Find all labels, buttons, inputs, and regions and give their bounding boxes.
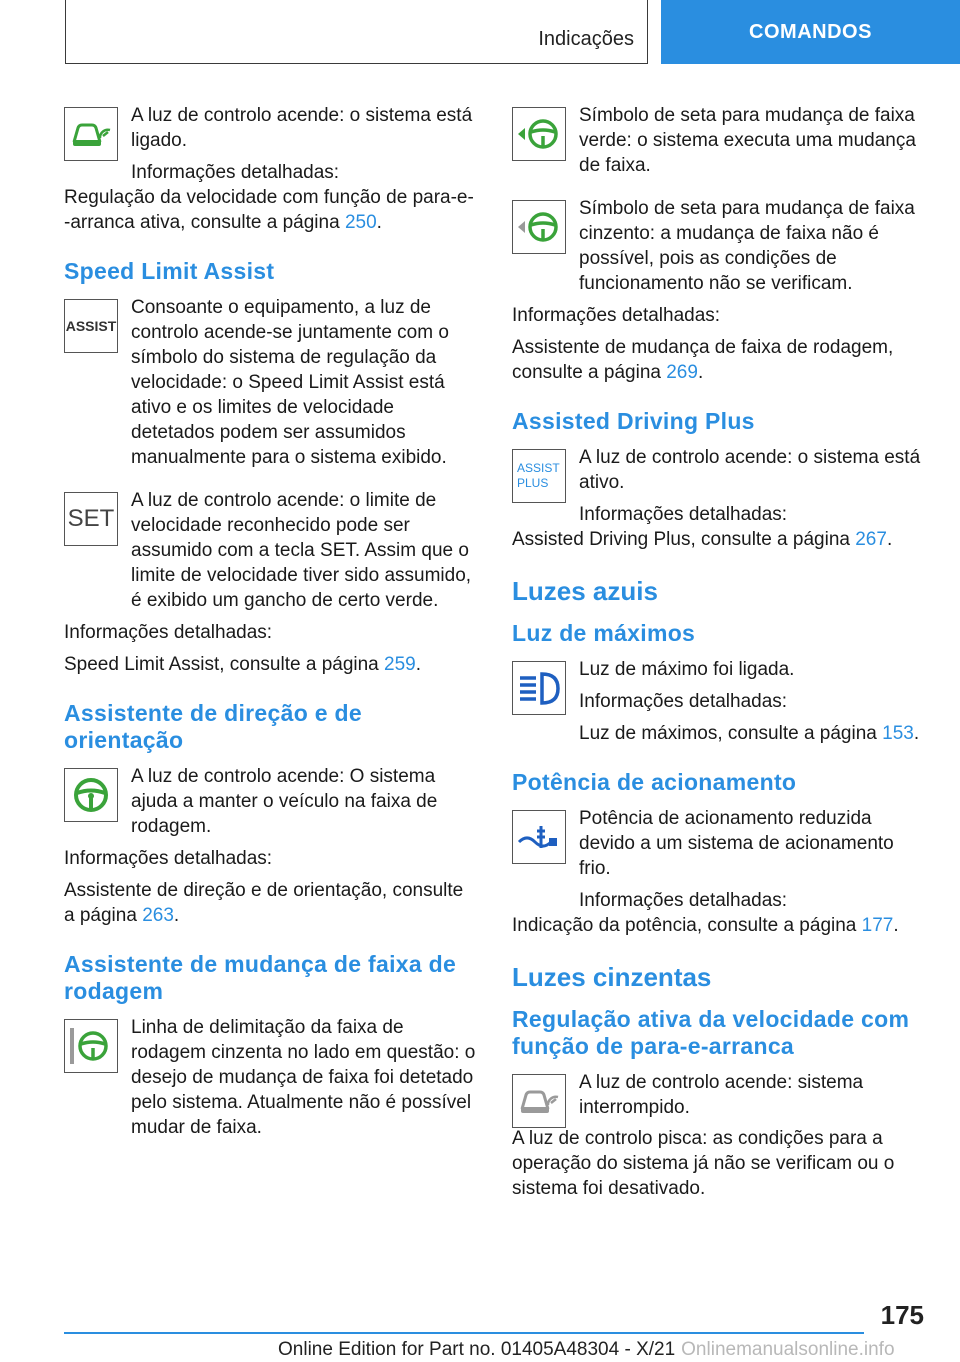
lane-line-text: Linha de delimitação da faixa de rodagem cinzenta no lado em questão: o desejo de mudança de faixa foi detetado pelo sistema. Atualmente não é possível mudar de faixa.: [131, 1017, 476, 1138]
lane-change-arrow-grey-icon: [512, 200, 566, 254]
page-link-269[interactable]: 269: [666, 362, 698, 383]
assist-icon: [64, 299, 118, 353]
high-beam-text: Luz de máximo foi ligada.: [579, 659, 795, 680]
adp-reference: [512, 527, 924, 552]
speed-limit-assist-heading: Speed Limit Assist: [64, 258, 275, 284]
high-beam-block: [512, 657, 924, 753]
acc-grey-text-2: A luz de controlo pisca: as condições para a operação do sistema já não se verificam ou o sistema foi desativado.: [512, 1128, 895, 1199]
sla-indicator-block: [64, 295, 479, 470]
drive-power-ref-end: .: [893, 915, 899, 936]
right-column: [512, 103, 924, 1201]
acc-ref-end: .: [376, 212, 382, 233]
lane-change-heading: Assistente de mudança de faixa de rodagem: [64, 951, 457, 1004]
lane-info-label: Informações detalhadas:: [512, 305, 721, 326]
acc-reference: [64, 185, 479, 235]
drive-power-text: Potência de acionamento reduzida devido a um sistema de acionamento frio.: [579, 808, 894, 879]
acc-grey-text-1: A luz de controlo acende: sistema interrompido.: [579, 1072, 864, 1118]
page-link-259[interactable]: 259: [384, 654, 416, 675]
set-icon-label: SET: [67, 505, 115, 532]
set-text: A luz de controlo acende: o limite de velocidade reconhecido pode ser assumido com a tecla SET. Assim que o limite de velocidade tiver sido assumido, é exibido um gancho de certo verde.: [131, 490, 472, 611]
edition-text: Online Edition for Part no. 01405A48304 - X/21: [278, 1339, 676, 1360]
steering-info-label: Informações detalhadas:: [64, 848, 273, 869]
page-link-153[interactable]: 153: [882, 723, 914, 744]
set-indicator-block: [64, 488, 479, 613]
page-link-263[interactable]: 263: [142, 905, 174, 926]
page-link-177[interactable]: 177: [861, 915, 894, 936]
grey-lights-heading: Luzes cinzentas: [512, 962, 712, 992]
adp-indicator-block: [512, 445, 924, 534]
high-beam-heading: Luz de máximos: [512, 620, 696, 646]
page-link-267[interactable]: 267: [855, 529, 887, 550]
footer-edition: [278, 1339, 895, 1361]
assist-plus-icon: [512, 449, 566, 503]
adp-text: A luz de controlo acende: o sistema está ativo.: [579, 447, 921, 493]
drive-power-reference: [512, 913, 924, 938]
high-beam-info-label: Informações detalhadas:: [579, 691, 788, 712]
acc-info-label: Informações detalhadas:: [131, 162, 340, 183]
lane-ref-text: Assistente de mudança de faixa de rodagem, consulte a página: [512, 337, 894, 383]
assist-icon-label: ASSIST: [65, 318, 117, 334]
acc-stop-go-heading: Regulação ativa da velocidade com função de para-e-arranca: [512, 1006, 910, 1059]
steering-ref-end: .: [173, 905, 180, 926]
drive-power-info-label: Informações detalhadas:: [579, 890, 788, 911]
high-beam-ref-end: .: [913, 723, 920, 744]
blue-lights-heading: Luzes azuis: [512, 576, 658, 606]
assisted-driving-plus-heading: Assisted Driving Plus: [512, 408, 755, 434]
steering-reference: [64, 878, 479, 928]
drive-power-block: [512, 806, 924, 920]
sla-text: Consoante o equipamento, a luz de controlo acende-se juntamente com o símbolo do sistema de regulação da velocidade: o Speed Limit Assist está ativo e os limites de velocidade detetados podem ser assumidos manualmente para o sistema exibido.: [131, 297, 449, 468]
lane-line-indicator-block: [64, 1015, 479, 1140]
set-info-label: Informações detalhadas:: [64, 622, 273, 643]
set-icon: [64, 492, 118, 546]
left-column: [64, 103, 479, 1140]
adp-info-label: Informações detalhadas:: [579, 504, 788, 525]
steering-text: A luz de controlo acende: O sistema ajuda a manter o veículo na faixa de rodagem.: [131, 766, 438, 837]
footer-rule: [64, 1332, 864, 1334]
arrow-grey-text: Símbolo de seta para mudança de faixa cinzento: a mudança de faixa não é possível, pois as condições de funcionamento não se verificam.: [579, 198, 915, 294]
arrow-green-block: [512, 103, 924, 178]
tab-comandos[interactable]: COMANDOS: [661, 0, 960, 64]
high-beam-ref-text: Luz de máximos, consulte a página: [579, 723, 883, 744]
acc-on-text: A luz de controlo acende: o sistema está ligado.: [131, 105, 473, 151]
set-ref-end: .: [415, 654, 422, 675]
set-reference: [64, 652, 479, 677]
acc-indicator-block: [64, 103, 479, 192]
page-link-250[interactable]: 250: [344, 212, 377, 233]
lane-line-grey-icon: [64, 1019, 118, 1073]
speed-control-grey-icon: [512, 1074, 566, 1128]
drive-power-ref-text: Indicação da potência, consulte a página: [512, 915, 862, 936]
adp-ref-end: .: [886, 529, 893, 550]
reduced-power-icon: [512, 810, 566, 864]
steering-wheel-green-icon: [64, 768, 118, 822]
set-ref-text: Speed Limit Assist, consulte a página: [64, 654, 385, 675]
steering-indicator-block: [64, 764, 479, 839]
arrow-green-text: Símbolo de seta para mudança de faixa verde: o sistema executa uma mudança de faixa.: [579, 105, 916, 176]
steering-ref-text: Assistente de direção e de orientação, consulte a página: [64, 880, 464, 926]
adp-ref-text: Assisted Driving Plus, consulte a página: [512, 529, 856, 550]
lane-reference: [512, 335, 924, 385]
arrow-grey-block: [512, 196, 924, 296]
watermark-text: Onlinemanualsonline.info: [681, 1339, 895, 1360]
high-beam-reference: [579, 721, 919, 746]
acc-grey-block: [512, 1070, 924, 1128]
page-number: 175: [880, 1300, 924, 1330]
acc-ref-text: Regulação da velocidade com função de para-e--arranca ativa, consulte a página: [64, 187, 474, 233]
assist-plus-label-2: PLUS: [517, 476, 549, 490]
steering-assistant-heading: Assistente de direção e de orientação: [64, 700, 362, 753]
lane-change-arrow-green-icon: [512, 107, 566, 161]
assist-plus-label-1: ASSIST: [517, 461, 560, 475]
drive-power-heading: Potência de acionamento: [512, 769, 797, 795]
speed-control-icon: [64, 107, 118, 161]
lane-ref-end: .: [697, 362, 704, 383]
high-beam-icon: [512, 661, 566, 715]
section-label: Indicações: [538, 28, 634, 50]
